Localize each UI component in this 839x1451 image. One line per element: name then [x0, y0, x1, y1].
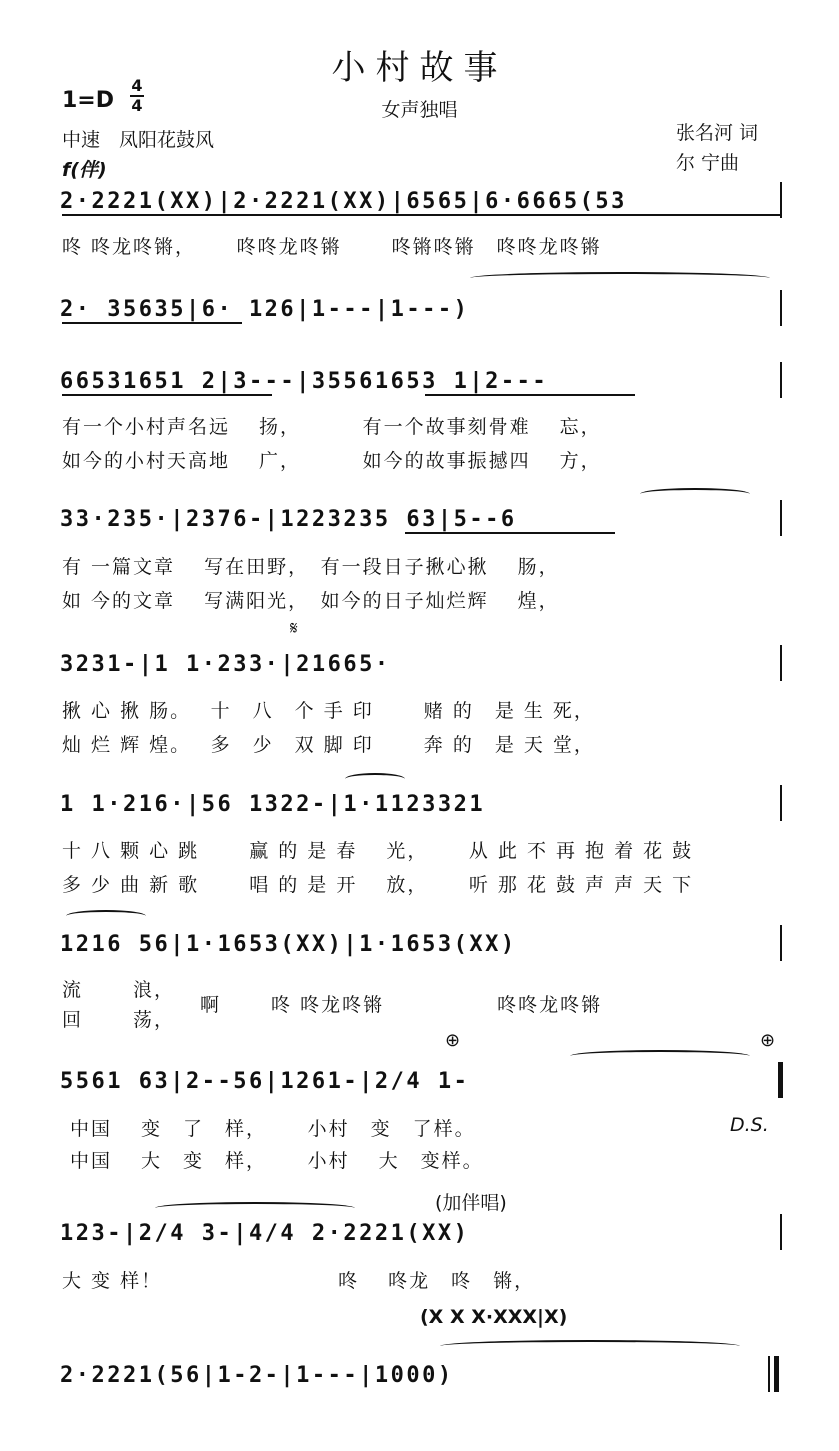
notation-row-1: 2·2221(XX)|2·2221(XX)|6565|6·6665(53 [60, 189, 627, 214]
barline [768, 1356, 770, 1392]
lyric-row-4-verse-2: 如 今的文章 写满阳光， 如今的日子灿烂辉 煌， [62, 590, 560, 612]
barline [780, 500, 782, 536]
beam-line [62, 322, 242, 324]
tie-arc [440, 1340, 740, 1352]
dynamic-marking: f(伴) [62, 159, 107, 181]
lyricist-credit: 张名河 词 [676, 122, 759, 144]
tie-arc [66, 910, 146, 922]
tie-arc [640, 488, 750, 500]
tempo-marking: 中速 凤阳花鼓风 [62, 129, 215, 151]
notation-row-7: 1216 56|1·1653(XX)|1·1653(XX) [60, 932, 517, 957]
beam-line [62, 214, 782, 216]
time-signature [130, 78, 144, 114]
notation-row-6: 1 1·216·|56 1322-|1·1123321 [60, 792, 486, 817]
key-signature: 1=D [62, 88, 115, 113]
barline [780, 785, 782, 821]
song-title: 小村故事 [331, 48, 508, 88]
barline [780, 1214, 782, 1250]
notation-row-2: 2· 35635|6· 126|1---|1---) [60, 297, 470, 322]
tie-arc [155, 1202, 355, 1214]
lyric-row-7-verse-2: 回 荡， [62, 1009, 176, 1031]
beam-line [405, 532, 615, 534]
notation-row-10: 2·2221(56|1-2-|1---|1000) [60, 1363, 454, 1388]
lyric-row-7-interlude: 啊 咚 咚龙咚锵 咚咚龙咚锵 [200, 994, 603, 1016]
final-barline [774, 1356, 779, 1392]
notation-row-9: 123-|2/4 3-|4/4 2·2221(XX) [60, 1221, 470, 1246]
barline [780, 182, 782, 218]
time-numerator: 4 [131, 76, 143, 95]
notation-row-8: 5561 63|2--56|1261-|2/4 1- [60, 1069, 470, 1094]
coda-icon: ⊕ [760, 1030, 776, 1051]
lyric-row-5-verse-2: 灿 烂 辉 煌。 多 少 双 脚 印 奔 的 是 天 堂， [62, 734, 595, 756]
barline [780, 290, 782, 326]
lyric-row-5-verse-1: 揪 心 揪 肠。 十 八 个 手 印 赌 的 是 生 死， [62, 700, 595, 722]
lyric-row-8-verse-1: 中国 变 了 样， 小村 变 了样。 [70, 1118, 476, 1140]
lyric-row-4-verse-1: 有 一篇文章 写在田野， 有一段日子揪心揪 肠， [62, 556, 560, 578]
segno-icon: 𝄋 [290, 618, 298, 639]
barline [780, 925, 782, 961]
tie-arc [345, 773, 405, 785]
barline [780, 362, 782, 398]
beam-line [62, 394, 272, 396]
beam-line [425, 394, 635, 396]
lyric-row-3-verse-1: 有一个小村声名远 扬， 有一个故事刻骨难 忘， [62, 416, 602, 438]
rhythm-label: (X X X·XXX|X) [420, 1306, 568, 1328]
coda-icon: ⊕ [445, 1030, 461, 1051]
lyric-row-7-verse-1: 流 浪， [62, 979, 176, 1001]
time-denominator: 4 [131, 96, 143, 115]
composer-credit: 尔 宁曲 [676, 152, 740, 174]
notation-row-5: 3231-|1 1·233·|21665· [60, 652, 391, 677]
notation-row-4: 33·235·|2376-|1223235 63|5--6 [60, 507, 517, 532]
lyric-row-3-verse-2: 如今的小村天高地 广， 如今的故事振撼四 方， [62, 450, 602, 472]
tie-arc [570, 1050, 750, 1062]
final-barline [778, 1062, 783, 1098]
dal-segno-marking: D.S. [730, 1114, 769, 1136]
barline [780, 645, 782, 681]
lyric-row-6-verse-1: 十 八 颗 心 跳 赢 的 是 春 光， 从 此 不 再 抱 着 花 鼓 [62, 840, 694, 862]
lyric-row-1-verse-1: 咚 咚龙咚锵， 咚咚龙咚锵 咚锵咚锵 咚咚龙咚锵 [62, 236, 602, 258]
accompaniment-label: (加伴唱) [435, 1192, 507, 1214]
song-subtitle: 女声独唱 [381, 99, 458, 121]
lyric-row-9-verse-1: 大 变 样！ 咚 咚龙 咚 锵， [62, 1270, 536, 1292]
lyric-row-8-verse-2: 中国 大 变 样， 小村 大 变样。 [70, 1150, 484, 1172]
notation-row-3: 66531651 2|3---|35561653 1|2--- [60, 369, 549, 394]
tie-arc [470, 272, 770, 284]
lyric-row-6-verse-2: 多 少 曲 新 歌 唱 的 是 开 放， 听 那 花 鼓 声 声 天 下 [62, 874, 694, 896]
